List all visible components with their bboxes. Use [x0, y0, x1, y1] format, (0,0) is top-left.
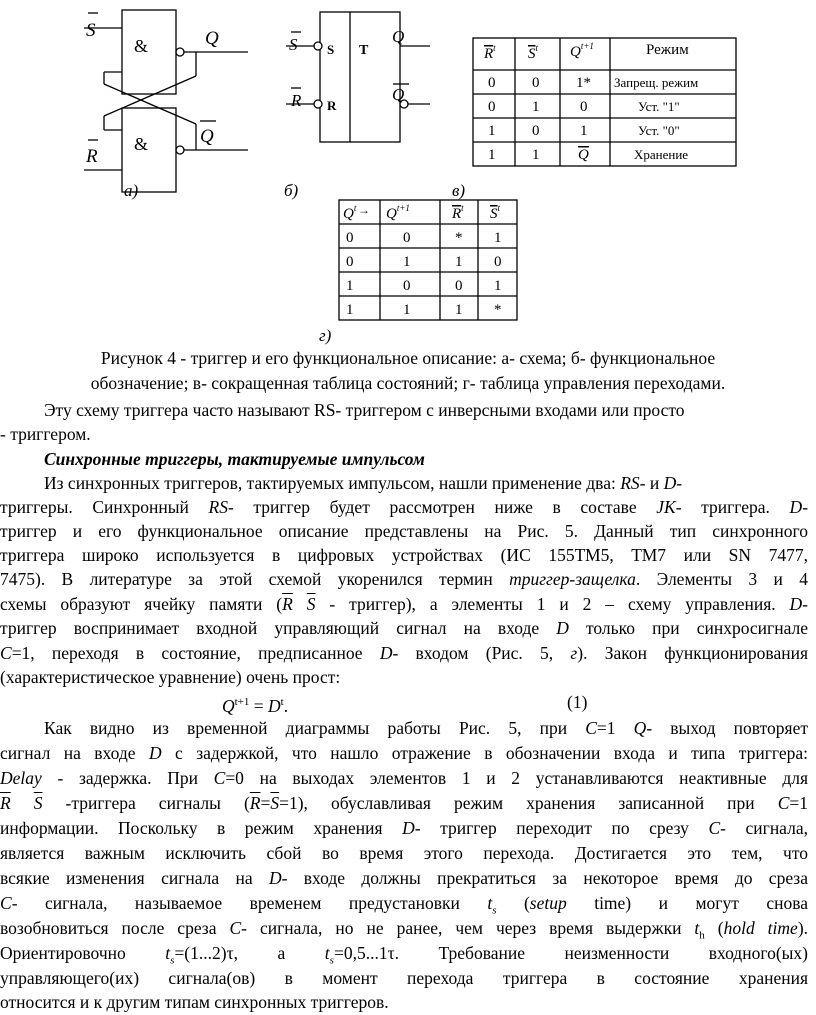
paragraph-3-line-4: $\overline{R}$ $\overline{S}$ -триггера сигналы $(\overline{R}=\overline{S}=1)$, обуславливая режим хранения записанной при C=1	[0, 793, 808, 813]
table-g-cell: 1	[403, 302, 411, 318]
paragraph-2-line-6: схемы образуют ячейку памяти ($\overline{R}$ $\overline{S}$ - триггер), а элементы 1 и 2 – схему управления. D-	[0, 594, 808, 614]
paragraph-3-line-7: всякие изменения сигнала на D- входе должны прекратиться за некоторое время до среза	[0, 868, 808, 888]
table-g-cell: 1	[455, 302, 463, 318]
nand-gate-bottom	[122, 108, 176, 192]
table-g-header-r: $R^t$	[452, 203, 464, 222]
pin-q-label: Q	[392, 27, 405, 46]
table-c-cell: Запрещ. режим	[614, 75, 699, 90]
panel-b-label: б)	[284, 181, 299, 200]
box-t-label: T	[359, 43, 369, 58]
figure-caption-line-1: Рисунок 4 - триггер и его функциональное описание: а- схема; б- функциональное	[100, 348, 716, 368]
input-r-label: R	[86, 146, 98, 167]
table-c-cell: 1	[488, 123, 496, 139]
table-g-cell: 1	[403, 254, 411, 270]
gate-bottom-symbol: &	[134, 134, 149, 154]
paragraph-2-line-7: триггер воспринимает входной управляющий сигнал на входе D только при синхросигнале	[0, 618, 808, 638]
table-c-cell: 0	[532, 123, 540, 139]
gate-top-symbol: &	[134, 36, 149, 56]
paragraph-2-line-1: Из синхронных триггеров, тактируемых импульсом, нашли применение два: RS- и D-	[44, 473, 683, 493]
table-g-header-q2: $Q^{t+1}$	[386, 203, 410, 222]
paragraph-2-line-5: 7475). В литературе за этой схемой укоренился термин триггер-защелка. Элементы 3 и 4	[0, 569, 808, 589]
panel-a-label: а)	[124, 181, 139, 200]
input-s-label: S	[86, 20, 96, 41]
paragraph-3-line-8: C- сигнала, называемое временем предустановки $t_s$ (setup time) и могут снова	[0, 893, 809, 917]
paragraph-3-line-11: управляющего(их) сигнала(ов) в момент перехода триггера в состояние хранения	[0, 968, 808, 988]
table-c-cell: 1	[580, 123, 588, 139]
pin-s-inner: S	[327, 42, 335, 57]
table-c-cell: Q	[578, 147, 589, 163]
table-g-cell: *	[494, 302, 502, 318]
table-g-cell: 1	[494, 278, 502, 294]
paragraph-3-line-10: Ориентировочно $t_s=(1...2)\tau$, а $t_s=0,5...1\tau$. Требование неизменности входного(ых)	[0, 943, 808, 967]
table-c-cell: 1*	[576, 75, 591, 91]
table-c-cell: 1	[488, 147, 496, 163]
table-g-cell: 0	[403, 230, 411, 246]
paragraph-2-line-9: (характеристическое уравнение) очень прост:	[0, 667, 341, 687]
table-g-cell: 0	[346, 254, 354, 270]
paragraph-2-line-8: C=1, переходя в состояние, предписанное D- входом (Рис. 5, г). Закон функционирования	[0, 643, 809, 663]
paragraph-3-line-2: сигнал на входе D с задержкой, что нашло отражение в обозначении входа и типа триггера:	[0, 743, 808, 763]
table-c-cell: 1	[532, 99, 540, 115]
table-g-cell: 1	[346, 302, 354, 318]
output-qbar-label: Q	[200, 126, 214, 147]
table-g-cell: 1	[455, 254, 463, 270]
paragraph-3-line-1: Как видно из временной диаграммы работы Рис. 5, при C=1 Q- выход повторяет	[44, 718, 809, 738]
table-c-header-s: $S^t$	[528, 43, 539, 62]
figure-drawing	[0, 0, 816, 345]
panel-c-label: в)	[452, 181, 466, 200]
table-c-header-q: $Q^{t+1}$	[570, 41, 594, 60]
panel-g-label: г)	[319, 326, 332, 345]
table-c-cell: 0	[488, 99, 496, 115]
table-g-header-q1: $Q^t$	[343, 203, 357, 222]
figure-4	[0, 0, 816, 345]
equation-number: (1)	[567, 692, 588, 712]
paragraph-1-line-1: Эту схему триггера часто называют RS- триггером с инверсными входами или просто	[44, 400, 685, 420]
table-c-cell: 0	[532, 75, 540, 91]
nand-gate-top	[122, 10, 176, 94]
figure-caption-line-2: обозначение; в- сокращенная таблица состояний; г- таблица управления переходами.	[90, 373, 726, 393]
table-c-header-mode: Режим	[646, 42, 689, 58]
paragraph-3-line-9: возобновиться после среза C- сигнала, но не ранее, чем через время выдержки $t_h$ (hold time).	[0, 918, 809, 942]
paragraph-3-line-12: относится и к другим типам синхронных триггеров.	[0, 992, 389, 1012]
table-g-cell: 1	[346, 278, 354, 294]
table-c-cell: Уст. "0"	[638, 123, 680, 138]
table-g-cell: 1	[494, 230, 502, 246]
paragraph-3-line-5: информации. Поскольку в режим хранения D- триггер переходит по срезу C- сигнала,	[0, 818, 808, 838]
equation: $Q^{t+1} = D^t$.	[222, 695, 289, 716]
trigger-symbol-box	[320, 12, 400, 142]
paragraph-1-line-2: - триггером.	[0, 424, 91, 444]
table-g-cell: *	[455, 230, 463, 246]
paragraph-2-line-4: триггера широко используется в цифровых устройствах (ИС 155ТМ5, ТМ7 или SN 7477,	[0, 545, 808, 565]
table-c-header-r: $R^t$	[484, 43, 496, 62]
table-g-cell: 0	[346, 230, 354, 246]
pin-s-label: S	[289, 35, 298, 54]
table-c-cell: 1	[532, 147, 540, 163]
table-c-cell: 0	[580, 99, 588, 115]
table-c-cell: Уст. "1"	[638, 99, 680, 114]
paragraph-3-line-3: Delay - задержка. При C=0 на выходах элементов 1 и 2 устанавливаются неактивные для	[0, 768, 809, 788]
paragraph-2-line-2: триггеры. Синхронный RS- триггер будет рассмотрен ниже в составе JK- триггера. D-	[0, 497, 809, 517]
section-heading: Синхронные триггеры, тактируемые импульсом	[44, 449, 425, 469]
table-g-header-s: $S^t$	[490, 203, 501, 222]
pin-r-label: R	[291, 91, 302, 110]
table-c-cell: Хранение	[634, 147, 689, 162]
output-q-label: Q	[205, 28, 219, 49]
pin-qbar-label: Q	[392, 85, 405, 104]
table-g-cell: 0	[455, 278, 463, 294]
paragraph-3-line-6: является важным исключить сбой во время этого перехода. Достигается это тем, что	[0, 843, 808, 863]
pin-r-inner: R	[327, 98, 337, 113]
table-c-cell: 0	[488, 75, 496, 91]
table-g-cell: 0	[403, 278, 411, 294]
arrow-icon: →	[358, 203, 370, 217]
table-g-cell: 0	[494, 254, 502, 270]
paragraph-2-line-3: триггер и его функциональное описание представлены на Рис. 5. Данный тип синхронного	[0, 521, 808, 541]
